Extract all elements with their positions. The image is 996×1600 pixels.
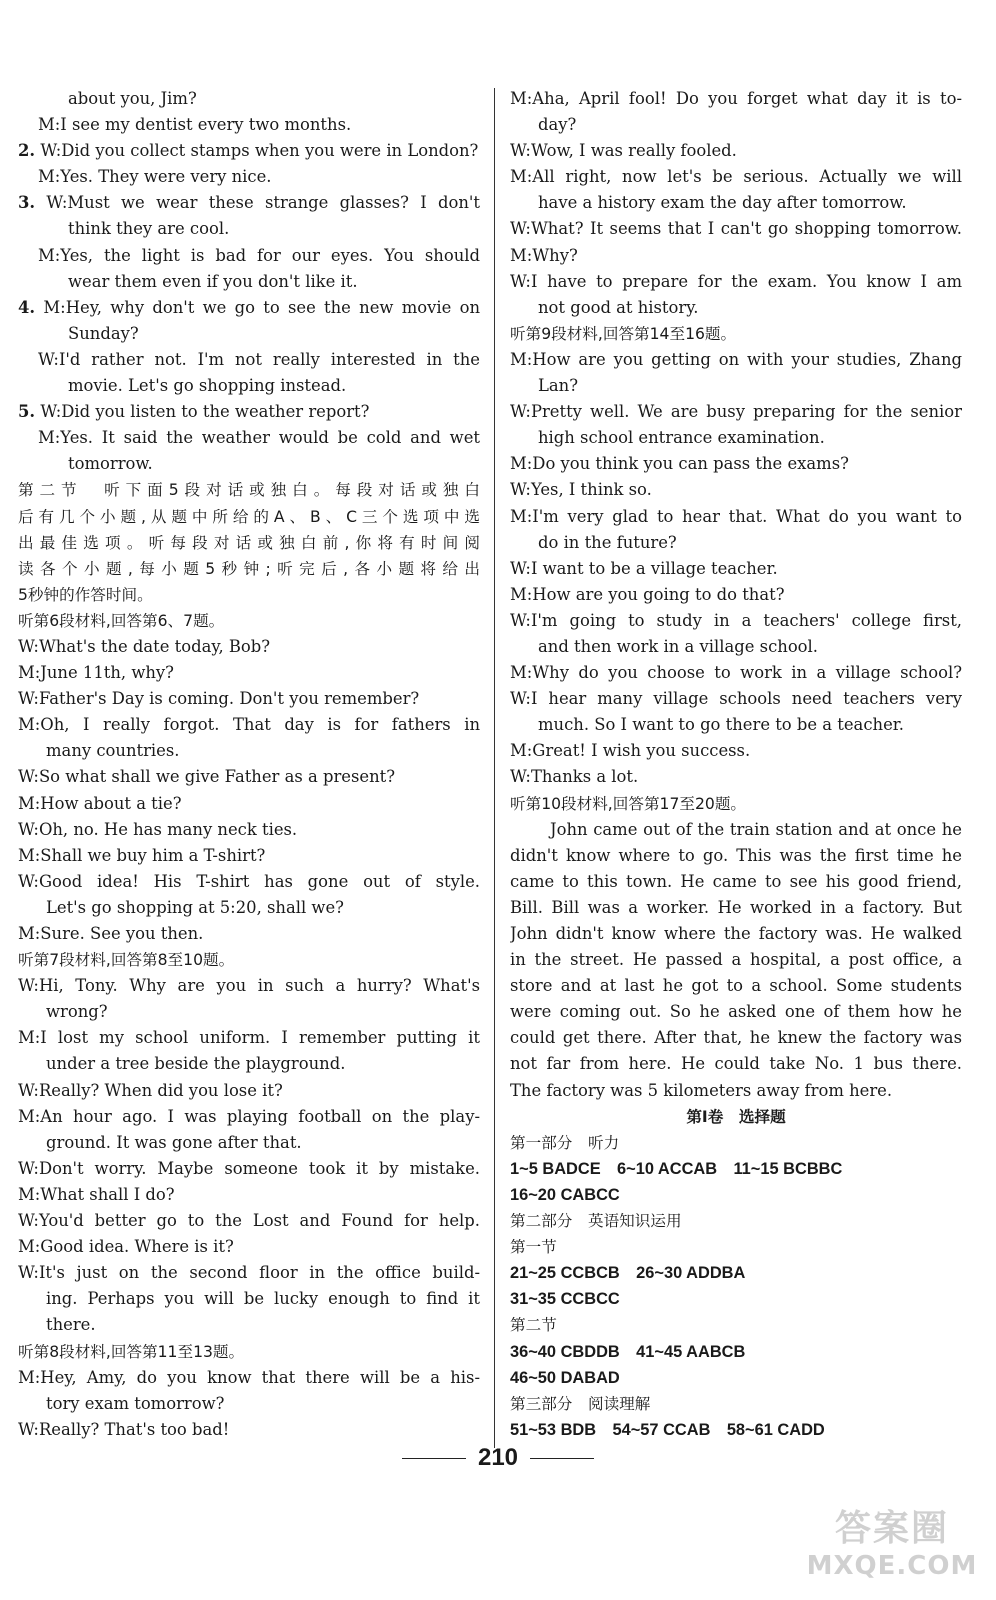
- watermark-url: MXQE.COM: [806, 1551, 978, 1581]
- right-text-line: [510, 582, 962, 608]
- line-text: ground. It was gone after that.: [46, 1132, 302, 1152]
- line-text: 听第9段材料,回答第14至16题。: [510, 324, 737, 343]
- right-text-line: [510, 1234, 962, 1260]
- question-number: 3.: [18, 193, 36, 213]
- left-text-line: [18, 399, 480, 425]
- line-text: W:Good idea! His T-shirt has gone out of style.: [18, 871, 480, 891]
- line-text: W:What's the date today, Bob?: [18, 636, 271, 656]
- line-text: M:An hour ago. I was playing football on the play-: [18, 1106, 480, 1126]
- left-text-line: [18, 164, 480, 190]
- right-text-line: [510, 1417, 962, 1443]
- line-text: M:All right, now let's be serious. Actually we will: [510, 167, 962, 187]
- line-text: tomorrow.: [68, 454, 153, 474]
- left-text-line: [18, 269, 480, 295]
- left-text-line: [18, 86, 480, 112]
- line-text: 听第10段材料,回答第17至20题。: [510, 794, 747, 813]
- line-text: M:Yes, the light is bad for our eyes. You should: [38, 245, 480, 265]
- line-text: M:Oh, I really forgot. That day is for fathers in: [18, 715, 480, 735]
- left-text-line: [18, 895, 480, 921]
- line-text: ing. Perhaps you will be lucky enough to find it: [46, 1289, 480, 1309]
- line-text: W:I hear many village schools need teachers very: [510, 689, 962, 709]
- right-text-line: [510, 712, 962, 738]
- right-text-line: [510, 216, 962, 242]
- right-text-line: [510, 608, 962, 634]
- line-text: M:Good idea. Where is it?: [18, 1237, 234, 1257]
- right-text-line: [510, 190, 962, 216]
- left-text-line: [18, 190, 480, 216]
- left-text-line: [18, 1208, 480, 1234]
- line-text: 后有几个小题,从题中所给的A、B、C三个选项中选: [18, 507, 480, 526]
- line-text: were coming out. So he asked one of them how he: [510, 1002, 962, 1022]
- right-text-line: [510, 556, 962, 582]
- line-text: 听第8段材料,回答第11至13题。: [18, 1342, 245, 1361]
- question-number: 2.: [18, 141, 36, 161]
- left-text-line: [18, 1130, 480, 1156]
- watermark-logo: [806, 1498, 978, 1590]
- left-text-line: [18, 999, 480, 1025]
- left-text-line: [18, 1312, 480, 1338]
- left-text-line: [18, 582, 480, 608]
- line-text: M:Why?: [510, 245, 578, 265]
- line-text: 31~35 CCBCC: [510, 1290, 620, 1309]
- line-text: there.: [46, 1315, 96, 1335]
- right-text-line: [510, 243, 962, 269]
- line-text: 第一节: [510, 1238, 557, 1257]
- line-text: many countries.: [46, 741, 180, 761]
- line-text: M:Yes. It said the weather would be cold and wet: [38, 428, 480, 448]
- page-number: [0, 1441, 996, 1475]
- line-text: tory exam tomorrow?: [46, 1393, 225, 1413]
- line-text: M:Yes. They were very nice.: [38, 167, 272, 187]
- line-text: W:Did you collect stamps when you were in London?: [35, 141, 479, 161]
- line-text: 21~25 CCBCB 26~30 ADDBA: [510, 1264, 746, 1283]
- line-text: under a tree beside the playground.: [46, 1054, 346, 1074]
- right-text-line: [510, 1260, 962, 1286]
- line-text: 第二节 听下面5段对话或独白。每段对话或独白: [18, 481, 480, 500]
- right-text-line: [510, 269, 962, 295]
- line-text: wrong?: [46, 1002, 108, 1022]
- page-number-rule-left: [402, 1458, 466, 1459]
- line-text: Sunday?: [68, 323, 139, 343]
- line-text: M:What shall I do?: [18, 1184, 175, 1204]
- line-text: W:Really? That's too bad!: [18, 1419, 230, 1439]
- left-text-line: [18, 634, 480, 660]
- line-text: day?: [538, 115, 577, 135]
- line-text: M:Shall we buy him a T-shirt?: [18, 845, 266, 865]
- right-text-line: [510, 973, 962, 999]
- line-text: 读各个小题,每小题5秒钟;听完后,各小题将给出: [18, 559, 480, 578]
- left-text-line: [18, 321, 480, 347]
- left-text-line: [18, 1234, 480, 1260]
- left-text-line: [18, 138, 480, 164]
- line-text: and then work in a village school.: [538, 636, 819, 656]
- left-text-line: [18, 947, 480, 973]
- right-text-line: [510, 843, 962, 869]
- right-text-line: [510, 399, 962, 425]
- line-text: think they are cool.: [68, 219, 230, 239]
- line-text: W:Don't worry. Maybe someone took it by mistake.: [18, 1158, 480, 1178]
- line-text: M:I see my dentist every two months.: [38, 115, 352, 135]
- right-text-line: [510, 869, 962, 895]
- right-text-line: [510, 738, 962, 764]
- left-text-line: [18, 660, 480, 686]
- line-text: 5秒钟的作答时间。: [18, 585, 153, 604]
- right-text-line: [510, 895, 962, 921]
- right-text-line: [510, 530, 962, 556]
- right-text-line: [510, 86, 962, 112]
- left-text-line: [18, 686, 480, 712]
- line-text: didn't know where to go. This was the first time he: [510, 845, 962, 865]
- line-text: about you, Jim?: [68, 89, 197, 108]
- right-text-line: [510, 1339, 962, 1365]
- left-text-line: [18, 112, 480, 138]
- line-text: W:I'd rather not. I'm not really interested in the: [38, 349, 480, 369]
- line-text: W:Really? When did you lose it?: [18, 1080, 283, 1100]
- left-text-line: [18, 477, 480, 503]
- right-text-line: [510, 1051, 962, 1077]
- left-text-line: [18, 973, 480, 999]
- question-number: 4.: [18, 297, 36, 317]
- line-text: 51~53 BDB 54~57 CCAB 58~61 CADD: [510, 1420, 825, 1439]
- right-text-line: [510, 112, 962, 138]
- left-text-line: [18, 1417, 480, 1443]
- line-text: W:Father's Day is coming. Don't you remember?: [18, 689, 420, 709]
- line-text: M:Sure. See you then.: [18, 924, 204, 943]
- line-text: in the street. He passed a hospital, a post office, a: [510, 950, 962, 970]
- line-text: W:Did you listen to the weather report?: [35, 402, 370, 422]
- line-text: Lan?: [538, 376, 579, 396]
- line-text: 第一部分 听力: [510, 1133, 620, 1152]
- left-text-line: [18, 1025, 480, 1051]
- left-text-line: [18, 1104, 480, 1130]
- left-text-line: [18, 817, 480, 843]
- line-text: could get there. After that, he knew the factory was: [510, 1028, 962, 1048]
- left-text-line: [18, 504, 480, 530]
- left-text-line: [18, 1156, 480, 1182]
- line-text: M:How about a tie?: [18, 793, 182, 813]
- right-text-line: [510, 1391, 962, 1417]
- line-text: W:Yes, I think so.: [510, 480, 652, 500]
- line-text: W:What? It seems that I can't go shopping tomorrow.: [510, 219, 962, 239]
- right-text-line: [510, 1208, 962, 1234]
- left-text-line: [18, 764, 480, 790]
- right-text-line: [510, 164, 962, 190]
- left-text-line: [18, 1078, 480, 1104]
- left-text-line: [18, 712, 480, 738]
- right-text-line: [510, 1104, 962, 1130]
- right-text-line: [510, 1286, 962, 1312]
- line-text: high school entrance examination.: [538, 428, 825, 448]
- left-text-line: [18, 869, 480, 895]
- left-text-line: [18, 1391, 480, 1417]
- line-text: W:It's just on the second floor in the office build-: [18, 1263, 480, 1283]
- left-text-line: [18, 738, 480, 764]
- line-text: 第Ⅰ卷 选择题: [686, 1107, 786, 1126]
- left-text-line: [18, 243, 480, 269]
- left-text-line: [18, 1339, 480, 1365]
- right-text-line: [510, 321, 962, 347]
- line-text: much. So I want to go there to be a teacher.: [538, 715, 905, 735]
- right-text-line: [510, 947, 962, 973]
- left-text-line: [18, 373, 480, 399]
- line-text: W:Must we wear these strange glasses? I don't: [35, 193, 480, 213]
- left-text-line: [18, 451, 480, 477]
- line-text: 听第6段材料,回答第6、7题。: [18, 611, 225, 630]
- line-text: came to this town. He came to see his good friend,: [510, 871, 962, 891]
- right-text-line: [510, 686, 962, 712]
- right-text-line: [510, 634, 962, 660]
- right-text-line: [510, 764, 962, 790]
- left-text-line: [18, 921, 480, 947]
- right-text-line: [510, 1025, 962, 1051]
- right-text-line: [510, 1182, 962, 1208]
- left-text-line: [18, 295, 480, 321]
- left-text-line: [18, 608, 480, 634]
- line-text: John didn't know where the factory was. He walked: [510, 924, 962, 943]
- page-number-text: 210: [477, 1444, 519, 1471]
- left-text-line: [18, 1365, 480, 1391]
- left-text-line: [18, 1182, 480, 1208]
- left-text-line: [18, 791, 480, 817]
- right-text-line: [510, 817, 962, 843]
- right-text-line: [510, 1078, 962, 1104]
- right-text-line: [510, 451, 962, 477]
- line-text: Let's go shopping at 5:20, shall we?: [46, 897, 344, 917]
- page-number-rule-right: [530, 1458, 594, 1459]
- right-text-line: [510, 295, 962, 321]
- line-text: wear them even if you don't like it.: [68, 271, 358, 291]
- line-text: W:So what shall we give Father as a present?: [18, 767, 396, 787]
- watermark-logo-text: 答案圈: [834, 1508, 949, 1549]
- line-text: W:I'm going to study in a teachers' college first,: [510, 610, 962, 630]
- line-text: M:June 11th, why?: [18, 663, 174, 683]
- line-text: not good at history.: [538, 297, 699, 317]
- line-text: M:How are you getting on with your studies, Zhang: [510, 349, 962, 369]
- line-text: W:I want to be a village teacher.: [510, 558, 778, 578]
- left-column: [18, 86, 480, 1443]
- line-text: 第三部分 阅读理解: [510, 1394, 651, 1413]
- right-text-line: [510, 1156, 962, 1182]
- left-text-line: [18, 216, 480, 242]
- line-text: M:How are you going to do that?: [510, 584, 785, 604]
- line-text: M:Great! I wish you success.: [510, 741, 751, 761]
- right-text-line: [510, 1312, 962, 1338]
- line-text: Bill. Bill was a worker. He worked in a factory. But: [510, 897, 962, 917]
- right-column: [510, 86, 962, 1443]
- left-text-line: [18, 1051, 480, 1077]
- line-text: M:Aha, April fool! Do you forget what day it is to-: [510, 89, 962, 108]
- right-text-line: [510, 138, 962, 164]
- line-text: W:You'd better go to the Lost and Found for help.: [18, 1211, 480, 1231]
- left-text-line: [18, 1260, 480, 1286]
- line-text: 出最佳选项。听每段对话或独白前,你将有时间阅: [18, 533, 480, 552]
- line-text: M:Hey, Amy, do you know that there will be a his-: [18, 1367, 480, 1387]
- right-text-line: [510, 373, 962, 399]
- right-text-line: [510, 921, 962, 947]
- line-text: 36~40 CBDDB 41~45 AABCB: [510, 1342, 746, 1361]
- left-text-line: [18, 347, 480, 373]
- left-text-line: [18, 530, 480, 556]
- question-number: 5.: [18, 402, 36, 422]
- right-text-line: [510, 425, 962, 451]
- line-text: do in the future?: [538, 532, 677, 552]
- line-text: W:Thanks a lot.: [510, 767, 639, 787]
- line-text: 第二部分 英语知识运用: [510, 1212, 682, 1231]
- line-text: W:Hi, Tony. Why are you in such a hurry? What's: [18, 976, 480, 996]
- line-text: have a history exam the day after tomorrow.: [538, 193, 907, 213]
- line-text: store and at last he got to a school. Some students: [510, 976, 962, 996]
- right-text-line: [510, 1365, 962, 1391]
- right-text-line: [510, 791, 962, 817]
- line-text: John came out of the train station and at once he: [550, 819, 962, 839]
- right-text-line: [510, 1130, 962, 1156]
- line-text: 听第7段材料,回答第8至10题。: [18, 951, 235, 970]
- line-text: W:Pretty well. We are busy preparing for the senior: [510, 402, 962, 422]
- left-text-line: [18, 425, 480, 451]
- column-divider: [494, 88, 495, 1448]
- line-text: M:I lost my school uniform. I remember putting it: [18, 1028, 480, 1048]
- right-text-line: [510, 660, 962, 686]
- line-text: W:Oh, no. He has many neck ties.: [18, 819, 298, 839]
- left-text-line: [18, 556, 480, 582]
- right-text-line: [510, 347, 962, 373]
- line-text: M:Hey, why don't we go to see the new movie on: [35, 297, 480, 317]
- line-text: M:Why do you choose to work in a village school?: [510, 663, 962, 683]
- line-text: not far from here. He could take No. 1 bus there.: [510, 1054, 962, 1074]
- left-text-line: [18, 843, 480, 869]
- line-text: 16~20 CABCC: [510, 1185, 620, 1204]
- line-text: 46~50 DABAD: [510, 1368, 620, 1387]
- right-text-line: [510, 999, 962, 1025]
- line-text: 第二节: [510, 1316, 557, 1335]
- line-text: W:Wow, I was really fooled.: [510, 141, 737, 161]
- line-text: W:I have to prepare for the exam. You know I am: [510, 271, 962, 291]
- line-text: The factory was 5 kilometers away from here.: [510, 1080, 893, 1100]
- right-text-line: [510, 477, 962, 503]
- line-text: movie. Let's go shopping instead.: [68, 376, 347, 396]
- line-text: M:Do you think you can pass the exams?: [510, 454, 849, 474]
- line-text: 1~5 BADCE 6~10 ACCAB 11~15 BCBBC: [510, 1159, 843, 1178]
- line-text: M:I'm very glad to hear that. What do you want to: [510, 506, 962, 526]
- right-text-line: [510, 504, 962, 530]
- left-text-line: [18, 1286, 480, 1312]
